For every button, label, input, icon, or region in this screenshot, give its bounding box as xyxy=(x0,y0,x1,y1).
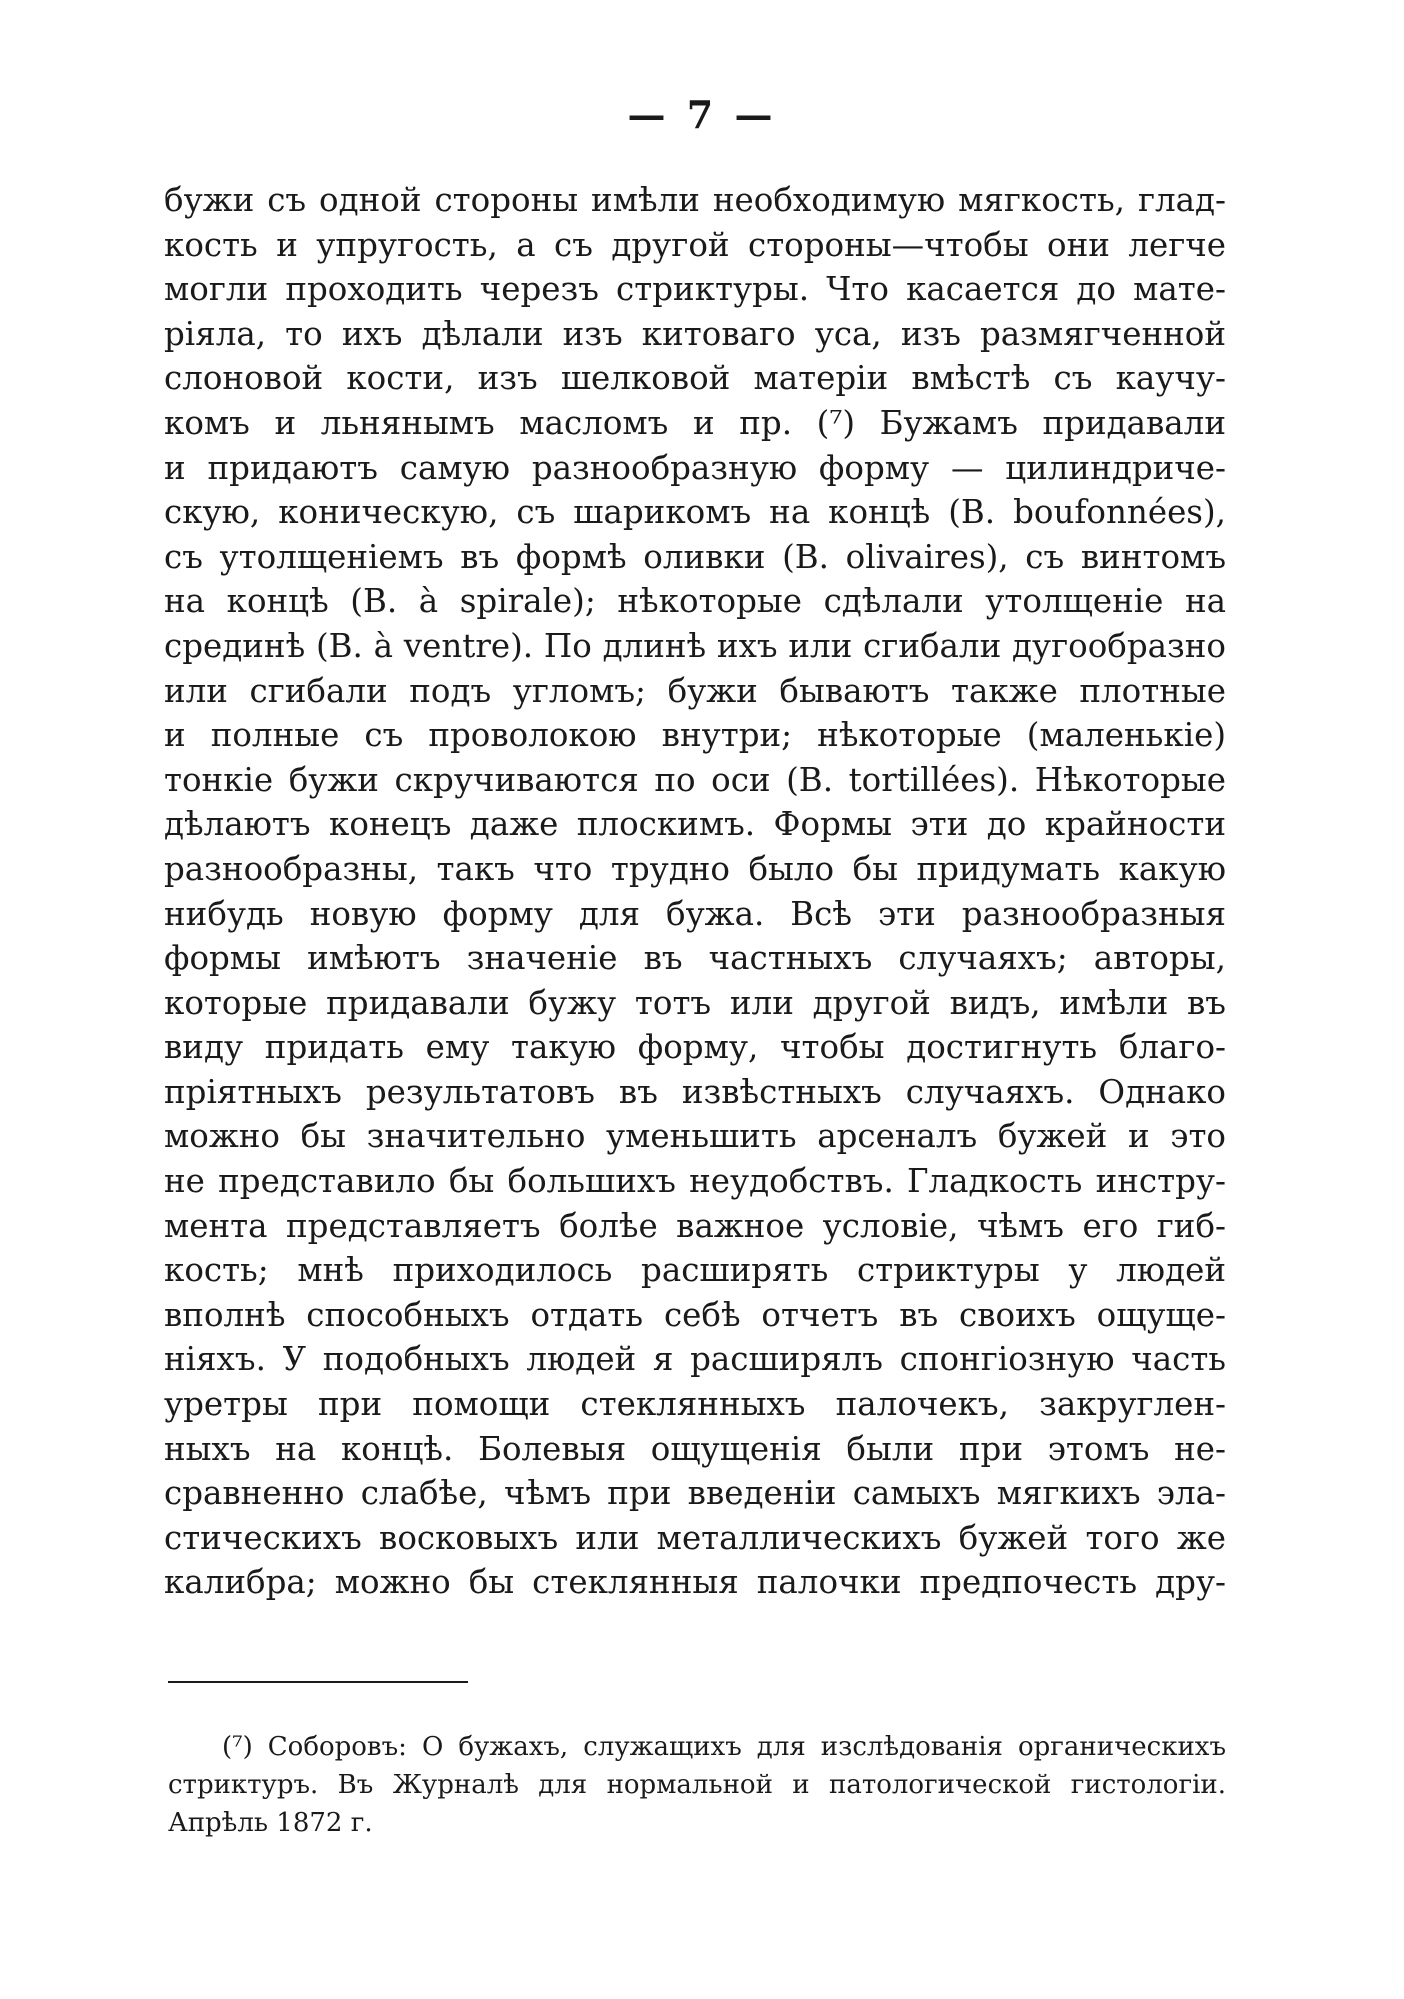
text-line: скую, коническую, съ шарикомъ на концѣ (B. boufonnées), xyxy=(164,493,1226,532)
text-line: формы имѣютъ значеніе въ частныхъ случаяхъ; авторы, xyxy=(164,939,1226,978)
text-line: на концѣ (B. à spirale); нѣкоторые сдѣлали утолщеніе на xyxy=(164,582,1226,621)
text-line: съ утолщеніемъ въ формѣ оливки (B. olivaires), съ винтомъ xyxy=(164,537,1226,576)
text-line: могли проходить черезъ стриктуры. Что касается до мате- xyxy=(164,270,1226,309)
text-line: нибудь новую форму для бужа. Всѣ эти разнообразныя xyxy=(164,894,1226,933)
text-line: вполнѣ способныхъ отдать себѣ отчетъ въ своихъ ощуще- xyxy=(164,1295,1226,1334)
text-line: комъ и льнянымъ масломъ и пр. (⁷) Бужамъ придавали xyxy=(164,403,1226,442)
text-line: или сгибали подъ угломъ; бужи бываютъ также плотные xyxy=(164,671,1226,710)
text-line: можно бы значительно уменьшить арсеналъ бужей и это xyxy=(164,1117,1226,1156)
footnote-divider xyxy=(168,1681,468,1683)
text-line: кость; мнѣ приходилось расширять стриктуры у людей xyxy=(164,1251,1226,1290)
footnote-line: стриктуръ. Въ Журналѣ для нормальной и патологической гистологіи. xyxy=(168,1770,1226,1800)
text-line: сравненно слабѣе, чѣмъ при введеніи самыхъ мягкихъ эла- xyxy=(164,1474,1226,1513)
text-line: ныхъ на концѣ. Болевыя ощущенія были при этомъ не- xyxy=(164,1429,1226,1468)
text-line: кость и упругость, а съ другой стороны—чтобы они легче xyxy=(164,225,1226,264)
body-text xyxy=(164,178,1226,1605)
text-line: виду придать ему такую форму, чтобы достигнуть благо- xyxy=(164,1028,1226,1067)
text-line: тонкіе бужи скручиваются по оси (B. tortillées). Нѣкоторые xyxy=(164,760,1226,799)
footnote-line: (⁷) Соборовъ: О бужахъ, служащихъ для изслѣдованія органическихъ xyxy=(222,1732,1226,1762)
text-line: мента представляетъ болѣе важное условіе, чѣмъ его гиб- xyxy=(164,1206,1226,1245)
text-line: пріятныхъ результатовъ въ извѣстныхъ случаяхъ. Однако xyxy=(164,1072,1226,1111)
text-line: не представило бы большихъ неудобствъ. Гладкость инстру- xyxy=(164,1162,1226,1201)
text-line: слоновой кости, изъ шелковой матеріи вмѣстѣ съ каучу- xyxy=(164,359,1226,398)
text-line: калибра; можно бы стеклянныя палочки предпочесть дру- xyxy=(164,1563,1226,1602)
text-line: бужи съ одной стороны имѣли необходимую мягкость, глад- xyxy=(164,181,1226,219)
text-line: ріяла, то ихъ дѣлали изъ китоваго уса, изъ размягченной xyxy=(164,314,1226,353)
text-line: и придаютъ самую разнообразную форму — цилиндриче- xyxy=(164,448,1226,487)
text-line: разнообразны, такъ что трудно было бы придумать какую xyxy=(164,849,1226,888)
text-line: которые придавали бужу тотъ или другой видъ, имѣли въ xyxy=(164,983,1226,1022)
text-line: срединѣ (B. à ventre). По длинѣ ихъ или сгибали дугообразно xyxy=(164,626,1226,665)
text-line: стическихъ восковыхъ или металлическихъ бужей того же xyxy=(164,1518,1226,1557)
page-number: — 7 — xyxy=(627,92,777,137)
text-line: и полные съ проволокою внутри; нѣкоторые (маленькіе) xyxy=(164,716,1226,755)
footnote xyxy=(168,1728,1226,1842)
text-line: дѣлаютъ конецъ даже плоскимъ. Формы эти до крайности xyxy=(164,805,1226,844)
text-line: уретры при помощи стеклянныхъ палочекъ, закруглен- xyxy=(164,1385,1226,1424)
footnote-line: Апрѣль 1872 г. xyxy=(168,1808,373,1838)
text-line: ніяхъ. У подобныхъ людей я расширялъ спонгіозную часть xyxy=(164,1340,1226,1379)
